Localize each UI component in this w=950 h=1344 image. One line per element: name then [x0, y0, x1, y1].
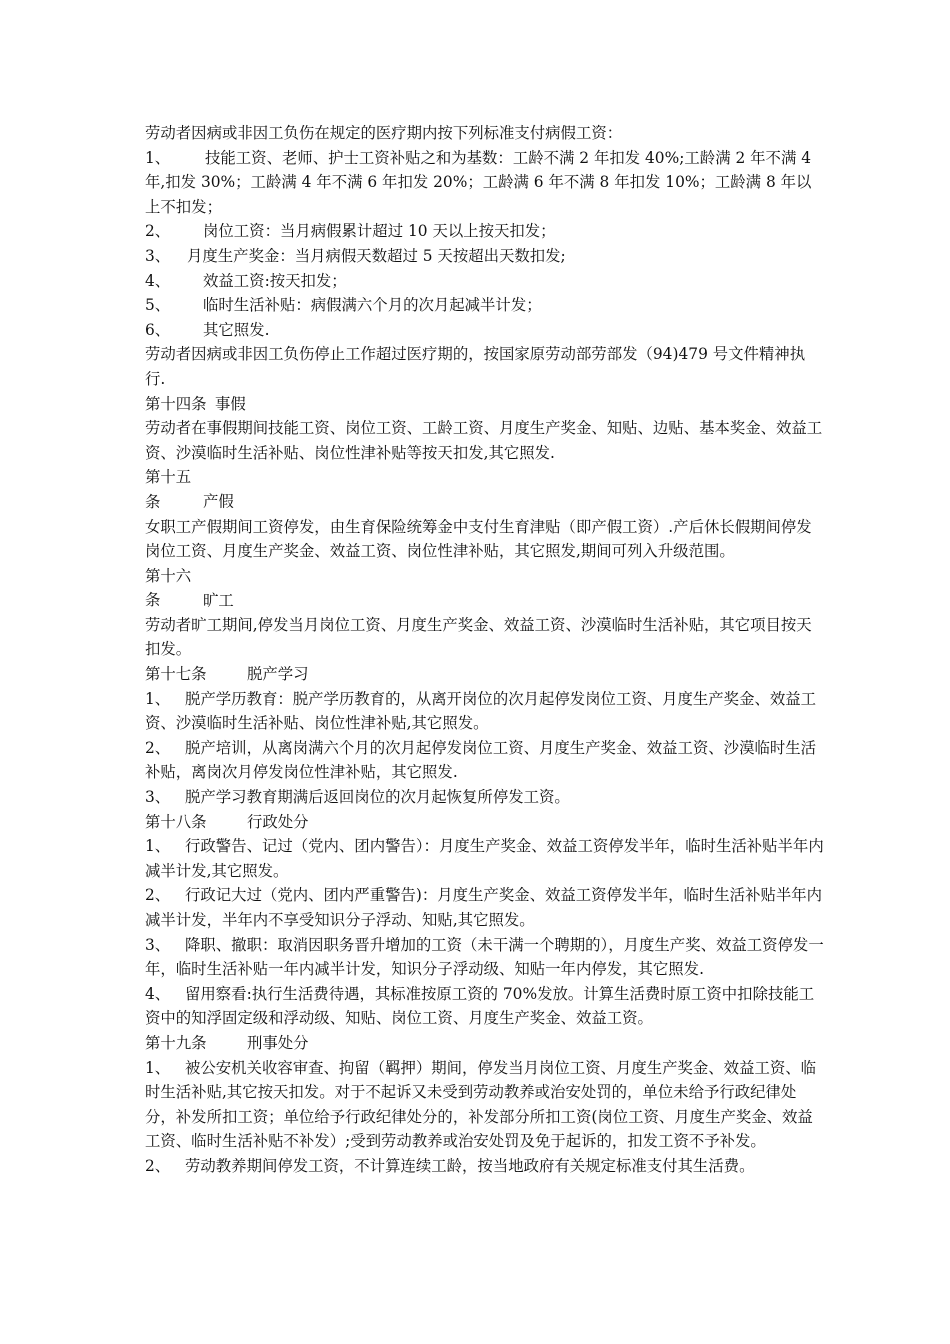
article-name: 刑事处分	[247, 1033, 309, 1052]
article-name: 行政处分	[247, 812, 309, 831]
article-name: 脱产学习	[247, 665, 309, 684]
item-text: 岗位工资：当月病假累计超过 10 天以上按天扣发；	[203, 222, 556, 241]
item-text: 行政记大过（党内、团内严重警告)：月度生产奖金、效益工资停发半年，临时生活补贴半年内减半计发，半年内不享受知识分子浮动、知贴,其它照发。	[145, 886, 823, 929]
document-page	[145, 121, 825, 1179]
item-text: 月度生产奖金：当月病假天数超过 5 天按超出天数扣发;	[187, 246, 566, 265]
item-text: 降职、撤职：取消因职务晋升增加的工资（未干满一个聘期的），月度生产奖、效益工资停发一年，临时生活补贴一年内减半计发，知识分子浮动级、知贴一年内停发，其它照发.	[145, 935, 824, 979]
sick-item-3	[145, 244, 825, 269]
article-18-item-3	[145, 933, 825, 982]
article-14-heading	[145, 392, 825, 417]
sick-pay-after: 劳动者因病或非因工负伤停止工作超过医疗期的，按国家原劳动部劳部发（94)479 号文件精神执行.	[145, 345, 806, 388]
item-number: 3、	[145, 935, 171, 954]
article-19-item-1	[145, 1056, 825, 1154]
article-name: 事假	[215, 394, 246, 413]
article-16-heading	[145, 564, 825, 613]
article-15-body: 女职工产假期间工资停发，由生育保险统筹金中支付生育津贴（即产假工资）.产后休长假期间停发岗位工资、月度生产奖金、效益工资、岗位性津补贴，其它照发,期间可列入升级范围。	[145, 517, 812, 561]
item-text: 被公安机关收容审查、拘留（羁押）期间，停发当月岗位工资、月度生产奖金、效益工资、临时生活补贴,其它按天扣发。对于不起诉又未受到劳动教养或治安处罚的，单位未给予行政纪律处分，补发所扣工资；单位给予行政纪律处分的，补发部分所扣工资(岗位工资、月度生产奖金、效益工资、临时生活补贴不补发）;受到劳动教养或治安处罚及免于起诉的，扣发工资不予补发。	[145, 1058, 817, 1151]
item-number: 2、	[145, 222, 171, 241]
sick-item-6	[145, 318, 825, 343]
item-number: 5、	[145, 296, 171, 315]
item-number: 6、	[145, 320, 171, 339]
item-number: 3、	[145, 246, 171, 265]
item-text: 效益工资:按天扣发；	[203, 271, 347, 290]
article-17-item-3	[145, 785, 825, 810]
article-19-item-2	[145, 1154, 825, 1179]
article-16-body: 劳动者旷工期间,停发当月岗位工资、月度生产奖金、效益工资、沙漠临时生活补贴，其它项目按天扣发。	[145, 615, 812, 659]
article-18-item-2	[145, 883, 825, 932]
article-number: 第十八条	[145, 812, 207, 831]
item-text: 脱产学习教育期满后返回岗位的次月起恢复所停发工资。	[185, 788, 570, 807]
article-19-heading	[145, 1031, 825, 1056]
item-number: 2、	[145, 738, 171, 757]
item-text: 技能工资、老师、护士工资补贴之和为基数：工龄不满 2 年扣发 40%;工龄满 2 年不满 4 年,扣发 30%；工龄满 4 年不满 6 年扣发 20%；工龄满 6 年不满 8 年扣发 10%；工龄满 8 年以上不扣发；	[145, 148, 812, 216]
item-number: 2、	[145, 886, 171, 905]
item-number: 1、	[145, 148, 171, 167]
article-17-item-1	[145, 687, 825, 736]
item-text: 行政警告、记过（党内、团内警告）：月度生产奖金、效益工资停发半年，临时生活补贴半年内减半计发,其它照发。	[145, 837, 824, 880]
article-number: 第十七条	[145, 665, 207, 684]
article-number: 第十四条	[145, 394, 207, 413]
item-text: 临时生活补贴：病假满六个月的次月起减半计发；	[203, 296, 542, 315]
article-15-heading	[145, 465, 825, 514]
article-14-body: 劳动者在事假期间技能工资、岗位工资、工龄工资、月度生产奖金、知贴、边贴、基本奖金、效益工资、沙漠临时生活补贴、岗位性津补贴等按天扣发,其它照发.	[145, 419, 823, 462]
item-text: 脱产培训，从离岗满六个月的次月起停发岗位工资、月度生产奖金、效益工资、沙漠临时生活补贴，离岗次月停发岗位性津补贴，其它照发.	[145, 738, 817, 782]
item-text: 其它照发.	[203, 320, 270, 339]
sick-item-4	[145, 269, 825, 294]
item-text: 留用察看:执行生活费待遇，其标准按原工资的 70%发放。计算生活费时原工资中扣除技能工资中的知浮固定级和浮动级、知贴、岗位工资、月度生产奖金、效益工资。	[145, 984, 815, 1028]
sick-item-1	[145, 146, 825, 220]
item-text: 劳动教养期间停发工资，不计算连续工龄，按当地政府有关规定标准支付其生活费。	[185, 1156, 755, 1175]
article-17-heading	[145, 662, 825, 687]
item-number: 3、	[145, 788, 171, 807]
article-number: 第十六条	[145, 566, 192, 610]
article-18-item-1	[145, 834, 825, 883]
item-number: 1、	[145, 1058, 171, 1077]
article-18-heading	[145, 810, 825, 835]
article-number: 第十九条	[145, 1033, 207, 1052]
article-name: 产假	[203, 492, 234, 511]
article-number: 第十五条	[145, 468, 192, 511]
item-text: 脱产学历教育：脱产学历教育的，从离开岗位的次月起停发岗位工资、月度生产奖金、效益工资、沙漠临时生活补贴、岗位性津补贴,其它照发。	[145, 689, 817, 733]
article-name: 旷工	[203, 591, 234, 610]
sick-item-2	[145, 219, 825, 244]
item-number: 2、	[145, 1156, 171, 1175]
sick-pay-intro: 劳动者因病或非因工负伤在规定的医疗期内按下列标准支付病假工资：	[145, 124, 623, 142]
item-number: 1、	[145, 837, 171, 856]
article-18-item-4	[145, 982, 825, 1031]
item-number: 1、	[145, 689, 171, 708]
article-17-item-2	[145, 736, 825, 785]
item-number: 4、	[145, 984, 171, 1003]
sick-item-5	[145, 293, 825, 318]
item-number: 4、	[145, 271, 171, 290]
